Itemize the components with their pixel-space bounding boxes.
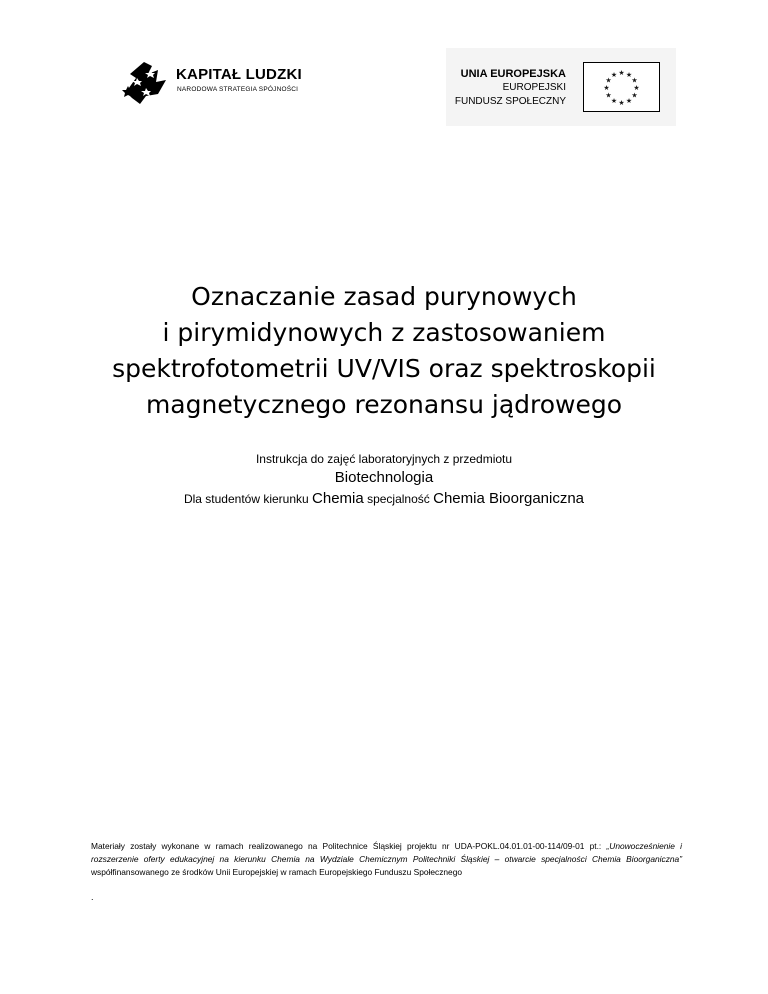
svg-text:★: ★ <box>605 76 612 85</box>
kapital-ludzki-emblem-icon <box>122 56 174 106</box>
svg-text:★: ★ <box>631 91 638 100</box>
eu-flag-icon <box>583 62 660 112</box>
document-subtitle: Instrukcja do zajęć laboratoryjnych z przedmiotu <box>255 452 513 466</box>
svg-text:★: ★ <box>625 97 633 105</box>
svg-text:★: ★ <box>618 99 625 107</box>
kapital-ludzki-title: KAPITAŁ LUDZKI <box>176 66 302 83</box>
kapital-ludzki-subtitle: NARODOWA STRATEGIA SPÓJNOŚCI <box>177 86 299 93</box>
funding-note-part2: współfinansowanego ze środków Unii Europejskiej w ramach Europejskiego Funduszu Społecznego <box>91 866 463 877</box>
title-line: Oznaczanie zasad purynowych <box>191 282 577 311</box>
trailing-dot: . <box>91 892 94 902</box>
title-line: spektrofotometrii UV/VIS oraz spektroskopii <box>112 354 656 383</box>
audience-middle: specjalność <box>367 492 430 506</box>
svg-text:★: ★ <box>625 71 633 79</box>
funding-note <box>91 840 682 878</box>
svg-text:★: ★ <box>631 76 638 85</box>
project-title: „Unowocześnienie i rozszerzenie oferty edukacyjnej na kierunku Chemia na Wydziale Chemicznym Politechniki Śląskiej – otwarcie specjalności Chemia Bioorganiczna” <box>91 841 682 864</box>
eu-logo-line1: UNIA EUROPEJSKA <box>460 68 566 80</box>
document-title <box>84 279 684 423</box>
svg-text:★: ★ <box>610 71 618 79</box>
svg-text:★: ★ <box>605 91 612 100</box>
audience-prefix: Dla studentów kierunku <box>183 492 309 506</box>
funding-note-part1: Materiały zostały wykonane w ramach realizowanego na Politechnice Śląskiej projektu nr UDA-POKL.04.01.01-00-114/09-01 pt.: <box>91 841 607 851</box>
svg-text:★: ★ <box>618 69 625 77</box>
audience-field: Chemia <box>312 490 364 507</box>
title-line: magnetycznego rezonansu jądrowego <box>145 390 623 419</box>
svg-text:★: ★ <box>633 84 640 92</box>
audience-specialty: Chemia Bioorganiczna <box>433 490 585 507</box>
eu-logo-line3: FUNDUSZ SPOŁECZNY <box>454 96 566 107</box>
title-line: i pirymidynowych z zastosowaniem <box>162 318 606 347</box>
subject-name: Biotechnologia <box>334 469 434 486</box>
svg-text:★: ★ <box>603 84 610 92</box>
eu-logo-line2: EUROPEJSKI <box>502 82 566 93</box>
svg-text:★: ★ <box>610 97 618 105</box>
audience-line <box>84 490 684 507</box>
